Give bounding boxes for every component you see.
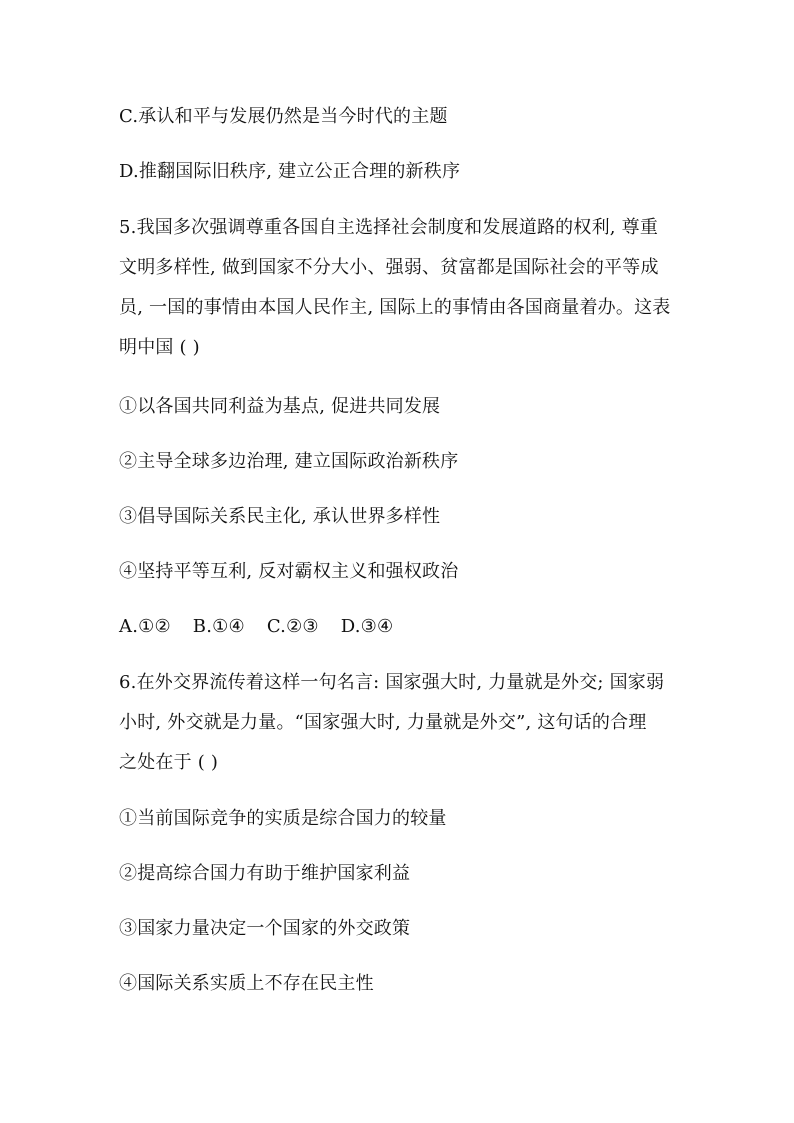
q6-stem-line-1: 6.在外交界流传着这样一句名言: 国家强大时, 力量就是外交; 国家弱	[119, 672, 665, 693]
q5-statement-4: ④坚持平等互利, 反对霸权主义和强权政治	[119, 561, 459, 582]
q5-stem-line-4: 明中国 ( )	[119, 337, 200, 358]
q5-answer-options	[119, 617, 679, 637]
q5-option-d: D.③④	[340, 616, 394, 637]
q6-statement-3: ③国家力量决定一个国家的外交政策	[119, 918, 411, 939]
q6-stem-line-3: 之处在于 ( )	[119, 752, 219, 773]
q6-statement-1: ①当前国际竞争的实质是综合国力的较量	[119, 808, 447, 829]
q6-statement-2: ②提高综合国力有助于维护国家利益	[119, 863, 411, 884]
q5-stem-line-3: 员, 一国的事情由本国人民作主, 国际上的事情由各国商量着办。这表	[119, 297, 671, 318]
q5-statement-2: ②主导全球多边治理, 建立国际政治新秩序	[119, 451, 459, 472]
q4-option-d: D.推翻国际旧秩序, 建立公正合理的新秩序	[119, 161, 461, 182]
q4-option-c: C.承认和平与发展仍然是当今时代的主题	[119, 106, 448, 127]
q5-statement-1: ①以各国共同利益为基点, 促进共同发展	[119, 396, 441, 417]
q6-statement-4: ④国际关系实质上不存在民主性	[119, 973, 374, 994]
q5-option-a: A.①②	[119, 616, 171, 637]
q5-stem-line-2: 文明多样性, 做到国家不分大小、强弱、贫富都是国际社会的平等成	[119, 257, 659, 278]
q5-option-c: C.②③	[266, 616, 319, 637]
q5-option-b: B.①④	[192, 616, 245, 637]
q5-stem-line-1: 5.我国多次强调尊重各国自主选择社会制度和发展道路的权利, 尊重	[119, 217, 659, 238]
q5-statement-3: ③倡导国际关系民主化, 承认世界多样性	[119, 506, 441, 527]
q6-stem-line-2: 小时, 外交就是力量。“国家强大时, 力量就是外交”, 这句话的合理	[119, 712, 647, 733]
